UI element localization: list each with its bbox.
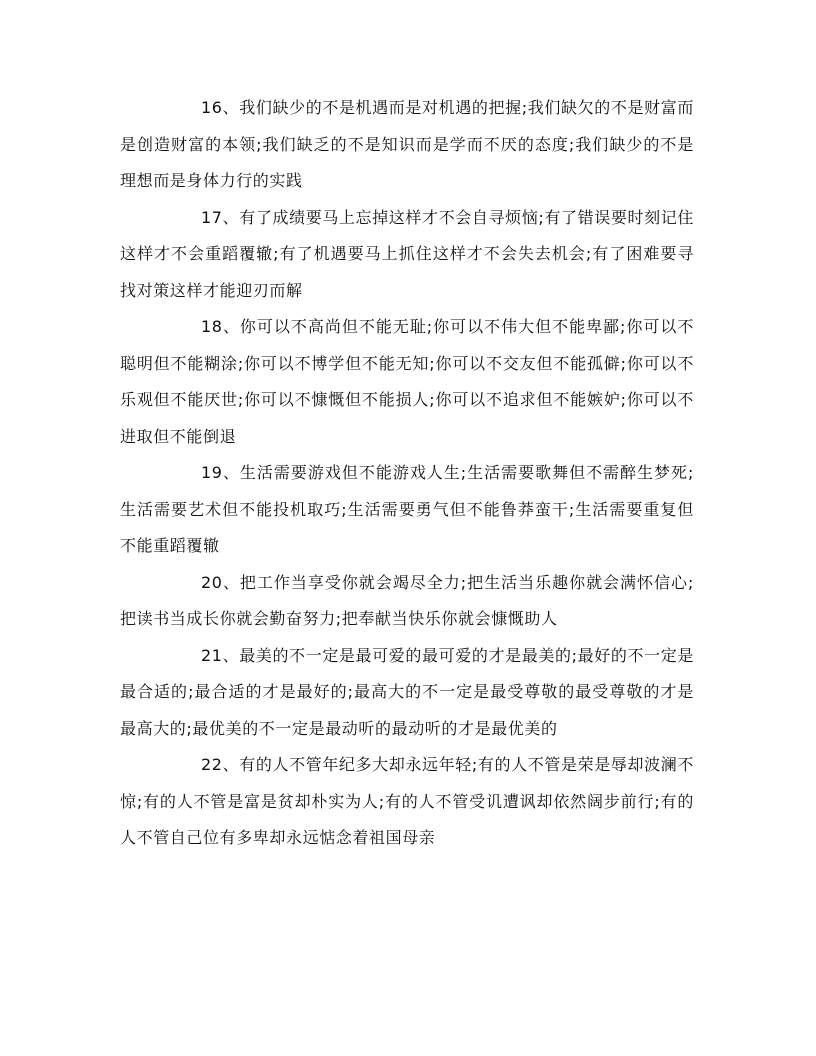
paragraph-19: 19、生活需要游戏但不能游戏人生;生活需要歌舞但不需醉生梦死;生活需要艺术但不能投机取巧;生活需要勇气但不能鲁莽蛮干;生活需要重复但不能重蹈覆辙 bbox=[120, 463, 694, 555]
paragraph-22: 22、有的人不管年纪多大却永远年轻;有的人不管是荣是辱却波澜不惊;有的人不管是富是贫却朴实为人;有的人不管受讥遭讽却依然阔步前行;有的人不管自己位有多卑却永远惦念着祖国母亲 bbox=[120, 755, 694, 847]
paragraph-21: 21、最美的不一定是最可爱的最可爱的才是最美的;最好的不一定是最合适的;最合适的才是最好的;最高大的不一定是最受尊敬的最受尊敬的才是最高大的;最优美的不一定是最动听的最动听的才是最优美的 bbox=[120, 645, 694, 738]
paragraph-17: 17、有了成绩要马上忘掉这样才不会自寻烦恼;有了错误要时刻记住这样才不会重蹈覆辙;有了机遇要马上抓住这样才不会失去机会;有了困难要寻找对策这样才能迎刃而解 bbox=[120, 207, 694, 300]
paragraph-18: 18、你可以不高尚但不能无耻;你可以不伟大但不能卑鄙;你可以不聪明但不能糊涂;你可以不博学但不能无知;你可以不交友但不能孤僻;你可以不乐观但不能厌世;你可以不慷慨但不能损人;你可以不追求但不能嫉妒;你可以不进取但不能倒退 bbox=[120, 317, 694, 446]
document-body bbox=[120, 90, 694, 857]
paragraph-16: 16、我们缺少的不是机遇而是对机遇的把握;我们缺欠的不是财富而是创造财富的本领;我们缺乏的不是知识而是学而不厌的态度;我们缺少的不是理想而是身体力行的实践 bbox=[120, 98, 694, 190]
paragraph-20: 20、把工作当享受你就会竭尽全力;把生活当乐趣你就会满怀信心;把读书当成长你就会勤奋努力;把奉献当快乐你就会慷慨助人 bbox=[120, 572, 694, 628]
